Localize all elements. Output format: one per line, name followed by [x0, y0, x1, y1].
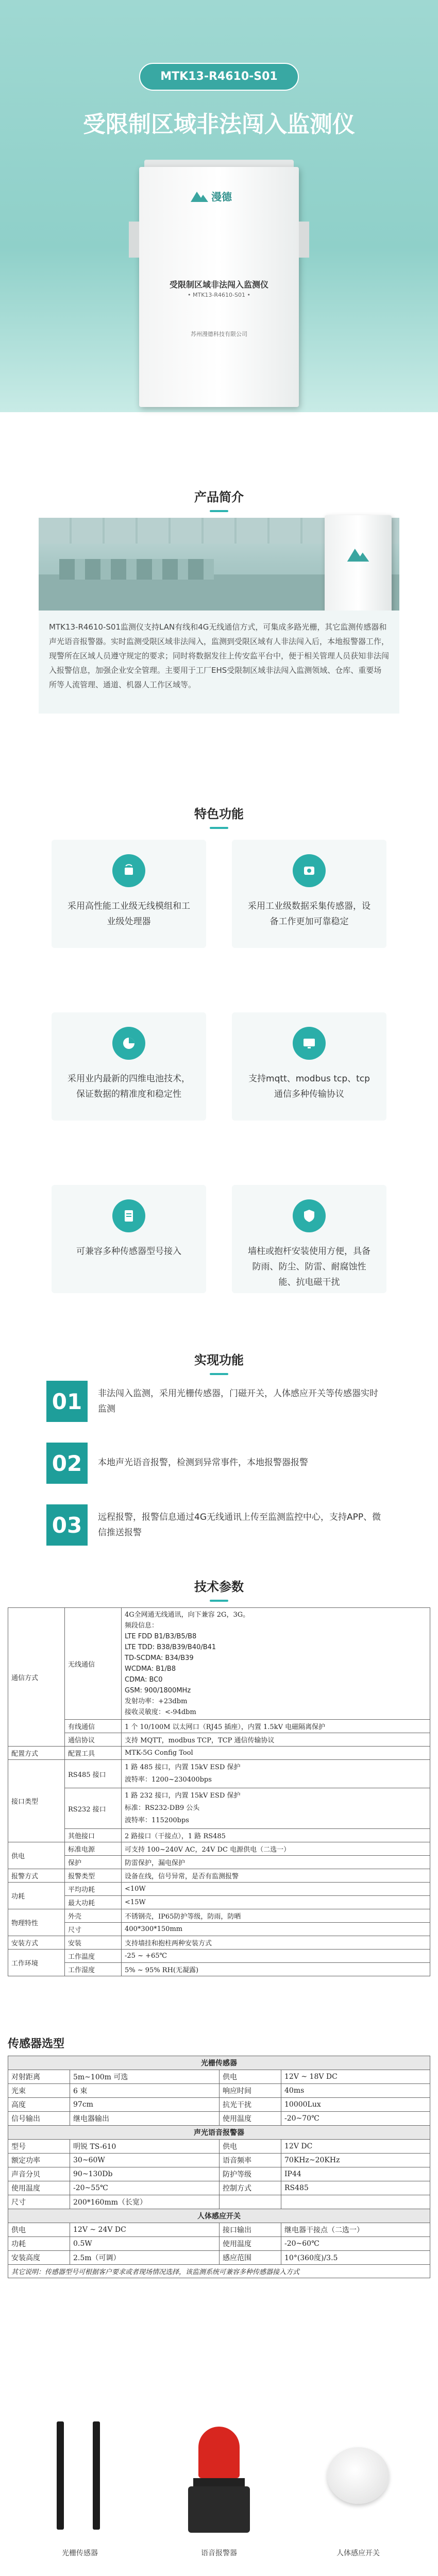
- spec-value: 支持墙挂和抱柱两种安装方式: [122, 1936, 430, 1950]
- row-text: 远程报警，报警信息通过4G无线通讯上传至监测监控中心，支持APP、微信推送报警: [98, 1512, 381, 1538]
- shield-icon: [293, 1199, 326, 1232]
- product-caption: 人体感应开关: [336, 2549, 380, 2557]
- body-sensor-image: [309, 2432, 407, 2535]
- sensor-note: 其它说明：传感器型号可根据客户要求或者现场情况选择，该监测系统可兼容多种传感器接入方式: [8, 2265, 430, 2278]
- hero-section: [0, 0, 438, 412]
- row-number: 03: [46, 1504, 88, 1546]
- feature-card: [232, 840, 386, 948]
- table-row: 信号输出 继电器输出 使用温度 -20~70℃: [8, 2112, 430, 2126]
- spec-value: 1 路 485 接口，内置 15kV ESD 保护 波特率：1200~230400bps: [122, 1760, 430, 1788]
- spec-category: 物理特性: [8, 1909, 65, 1936]
- spec-category: 工作环境: [8, 1950, 65, 1976]
- brand-name: 漫德: [211, 190, 232, 203]
- feature-card: [232, 1012, 386, 1121]
- spec-name: 平均功耗: [65, 1883, 122, 1896]
- spec-value: 5% ~ 95% RH(无凝露): [122, 1963, 430, 1976]
- feature-text: 采用工业级数据采集传感器，设备工作更加可靠稳定: [248, 901, 370, 927]
- spec-name: 报警类型: [65, 1869, 122, 1883]
- table-row: 功耗 0.5W 使用温度 -20~60℃: [8, 2237, 430, 2251]
- specs-heading: 技术参数: [0, 1577, 438, 1602]
- table-row: 使用温度 -20~55℃ 控制方式 RS485: [8, 2181, 430, 2195]
- sensor-table: [8, 2056, 430, 2278]
- device-maker: 苏州漫德科技有限公司: [191, 331, 247, 337]
- intro-text: MTK13-R4610-S01监测仪支持LAN有线和4G无线通信方式，可集成多路光栅，其它监测传感器和声光语音报警器。实时监测受限区域非法闯入，监测到受限区域有人非法闯入后，本地报警器工作，现警所在区域人员遵守规定的要求；同时将数据发往上传安监平台中，便于相关管理人员获知非法闯入报警信息，加强企业安全管理。主要用于工厂EHS受限制区域非法闯入监测领域、仓库、重要场所等人流管理、通道、机器人工作区域等。: [39, 611, 399, 714]
- spec-name: RS485 接口: [65, 1760, 122, 1788]
- spec-table: [8, 1607, 430, 1976]
- monitor-icon: [293, 1027, 326, 1060]
- spec-value: 4G全网通无线通讯，向下兼容 2G，3G。 频段信息： LTE FDD B1/B3/B5/B8 LTE TDD: B38/B39/B40/B41 TD-SCDMA: B34/B39 WCDMA: B1/B8 CDMA: BC0 GSM: 900/1800MHz 发射功率：+23dbm 接收灵敏度：<-94dbm: [122, 1608, 430, 1720]
- table-row: 高度 97cm 抗光干扰 10000Lux: [8, 2098, 430, 2112]
- sensors-heading: 传感器选型: [8, 2038, 65, 2050]
- product-caption: 光栅传感器: [62, 2549, 98, 2557]
- group-title: 光栅传感器: [8, 2056, 430, 2070]
- table-row: 声音分贝 90~130Db 防护等级 IP44: [8, 2167, 430, 2181]
- grating-sensor-image: [28, 2421, 131, 2540]
- mountain-logo-icon: [345, 546, 371, 562]
- spec-name: 外壳: [65, 1909, 122, 1923]
- product-caption: 语音报警器: [201, 2549, 237, 2557]
- spec-value: 1 个 10/100M 以太网口（RJ45 插座），内置 1.5kV 电磁隔离保护: [122, 1720, 430, 1733]
- table-row: 安装高度 2.5m（可调） 感应范围 10°(360度)/3.5: [8, 2251, 430, 2265]
- application-row: [46, 1381, 397, 1422]
- spec-value: 支持 MQTT，modbus TCP，TCP 通信传输协议: [122, 1733, 430, 1747]
- row-text: 本地声光语音报警，检测到异常事件，本地报警器报警: [98, 1458, 308, 1468]
- spec-value: MTK-5G Config Tool: [122, 1747, 430, 1760]
- table-row: 型号 明锐 TS-610 供电 12V DC: [8, 2140, 430, 2154]
- feature-card: [52, 1185, 206, 1293]
- group-title: 声光语音报警器: [8, 2126, 430, 2140]
- spec-value: 不锈钢壳，IP65防护等级，防雨，防晒: [122, 1909, 430, 1923]
- feature-card: [52, 840, 206, 948]
- table-row: 尺寸 200*160mm（长宽）: [8, 2195, 430, 2209]
- spec-value: 可支持 100~240V AC，24V DC 电源供电（二选一）: [122, 1842, 430, 1856]
- spec-name: 保护: [65, 1856, 122, 1869]
- spec-name: 最大功耗: [65, 1896, 122, 1909]
- intro-heading: 产品简介: [0, 487, 438, 512]
- document-icon: [112, 1199, 145, 1232]
- spec-name: 其他接口: [65, 1829, 122, 1842]
- features-heading: 特色功能: [0, 804, 438, 829]
- spec-value: 防雷保护，漏电保护: [122, 1856, 430, 1869]
- spec-category: 安装方式: [8, 1936, 65, 1950]
- spec-category: 供电: [8, 1842, 65, 1869]
- wireless-chip-icon: [112, 854, 145, 887]
- feature-text: 墙柱或抱杆安装使用方便，具备防雨、防尘、防雷、耐腐蚀性能、抗电磁干扰: [248, 1246, 370, 1287]
- intro-device-image: [325, 515, 392, 618]
- spec-category: 功耗: [8, 1883, 65, 1909]
- spec-name: RS232 接口: [65, 1788, 122, 1829]
- device-model: • MTK13-R4610-S01 •: [188, 292, 250, 298]
- row-text: 非法闯入监测，采用光栅传感器，门磁开关，人体感应开关等传感器实时监测: [98, 1388, 378, 1414]
- spec-name: 工作温度: [65, 1950, 122, 1963]
- spec-category: 接口类型: [8, 1760, 65, 1842]
- spec-name: 标准电源: [65, 1842, 122, 1856]
- spec-category: 通信方式: [8, 1608, 65, 1747]
- device-image: [129, 160, 309, 407]
- spec-name: 配置工具: [65, 1747, 122, 1760]
- table-row: 对射距离 5m~100m 可选 供电 12V ~ 18V DC: [8, 2070, 430, 2084]
- row-number: 02: [46, 1443, 88, 1484]
- feature-text: 支持mqtt、modbus tcp、tcp通信多种传输协议: [248, 1074, 370, 1099]
- feature-card: [52, 1012, 206, 1121]
- feature-text: 采用业内最新的四维电池技术，保证数据的精准度和稳定性: [68, 1074, 190, 1099]
- table-row: 光束 6 束 响应时间 40ms: [8, 2084, 430, 2098]
- hero-title: 受限制区域非法闯入监测仪: [83, 111, 355, 138]
- spec-value: 设备在线，信号异常，是否有监测报警: [122, 1869, 430, 1883]
- table-row: 额定功率 30~60W 语音频率 70KHz~20KHz: [8, 2154, 430, 2167]
- spec-name: 工作湿度: [65, 1963, 122, 1976]
- hero-badge: MTK13-R4610-S01: [139, 63, 299, 91]
- device-label: 受限制区域非法闯入监测仪: [169, 280, 268, 290]
- voice-alarm-image: [170, 2421, 268, 2540]
- sensor-icon: [293, 854, 326, 887]
- spec-name: 有线通信: [65, 1720, 122, 1733]
- spec-value: <10W: [122, 1883, 430, 1896]
- spec-value: <15W: [122, 1896, 430, 1909]
- application-row: [46, 1443, 397, 1484]
- application-row: [46, 1504, 397, 1546]
- feature-card: [232, 1185, 386, 1293]
- row-number: 01: [46, 1381, 88, 1422]
- application-heading: 实现功能: [0, 1350, 438, 1375]
- group-title: 人体感应开关: [8, 2209, 430, 2223]
- spec-category: 报警方式: [8, 1869, 65, 1883]
- pie-chart-icon: [112, 1027, 145, 1060]
- spec-name: 安装: [65, 1936, 122, 1950]
- spec-name: 无线通信: [65, 1608, 122, 1720]
- feature-text: 可兼容多种传感器型号接入: [76, 1246, 181, 1257]
- spec-category: 配置方式: [8, 1747, 65, 1760]
- feature-text: 采用高性能工业级无线模组和工业级处理器: [68, 901, 190, 927]
- brand-logo: [191, 185, 252, 206]
- spec-value: -25 ~ +65℃: [122, 1950, 430, 1963]
- spec-name: 尺寸: [65, 1923, 122, 1936]
- spec-name: 通信协议: [65, 1733, 122, 1747]
- spec-value: 400*300*150mm: [122, 1923, 430, 1936]
- table-row: 供电 12V ~ 24V DC 接口输出 继电器干接点（二选一）: [8, 2223, 430, 2237]
- spec-value: 1 路 232 接口，内置 15kV ESD 保护 标准：RS232-DB9 公头 波特率：115200bps: [122, 1788, 430, 1829]
- mountain-logo-icon: [191, 190, 208, 202]
- spec-value: 2 路接口（干接点），1 路 RS485: [122, 1829, 430, 1842]
